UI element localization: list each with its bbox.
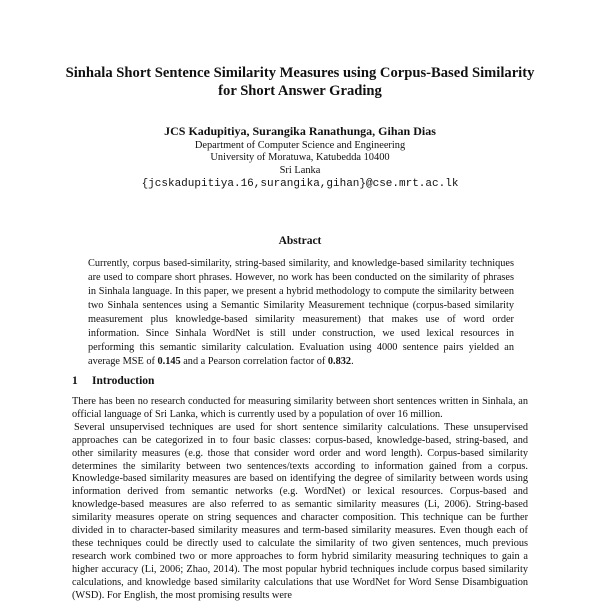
abstract-body (88, 257, 514, 369)
abstract-text-middle: and a Pearson correlation factor of (180, 356, 328, 367)
section-title: Introduction (92, 375, 155, 387)
abstract-text: Currently, corpus based-similarity, string-based similarity, and knowledge-based similarity techniques are used to compare short phrases. However, no work has been conducted on the similarity of phrases in Sinhala language. In this paper, we present a hybrid methodology to compute the similarity between two Sinhala sentences using a Semantic Similarity Measurement technique (corpus-based similarity measurement plus knowledge-based similarity measurement) that makes use of word order information. Since Sinhala WordNet is still under construction, we used lexical resources in performing this semantic similarity calculation. Evaluation using 4000 sentence pairs yielded an average MSE of (88, 258, 514, 367)
section-number: 1 (72, 375, 78, 387)
mse-value: 0.145 (157, 356, 181, 367)
author-list: JCS Kadupitiya, Surangika Ranathunga, Gihan Dias (164, 124, 436, 138)
author-emails: {jcskadupitiya.16,surangika,gihan}@cse.mrt.ac.lk (141, 178, 459, 190)
abstract-text-end: . (351, 356, 354, 367)
paper-title: Sinhala Short Sentence Similarity Measures using Corpus-Based Similarity for Short Answer Grading (65, 65, 535, 99)
pearson-value: 0.832 (327, 356, 352, 367)
abstract-heading: Abstract (278, 235, 322, 247)
university: University of Moratuwa, Katubedda 10400 (210, 152, 390, 163)
section-heading-introduction (72, 374, 154, 388)
intro-paragraph: There has been no research conducted for measuring similarity between short sentences written in Sinhala, an official language of Sri Lanka, which is currently used by a population of over 16 million. (72, 396, 528, 420)
country: Sri Lanka (279, 165, 321, 176)
department: Department of Computer Science and Engineering (194, 140, 406, 151)
introduction-body (72, 396, 528, 603)
intro-paragraph: Several unsupervised techniques are used for short sentence similarity calculations. These unsupervised approaches can be categorized in to four basic classes: corpus-based, knowledge-based, string-based, and other similarity measures (e.g. those that consider word order and word length). Corpus-based similarity determines the similarity between two sentences/texts according to information gained from a corpus. Knowledge-based similarity measures are based on identifying the degree of similarity between words using information derived from semantic networks (e.g. WordNet) or lexical resources. Corpus-based and knowledge-based measures are also referred to as semantic similarity measures (Li, 2006). String-based similarity measures operate on string sequences and character composition. This technique can be further divided in to character-based similarity measures and term-based similarity measures. Even though each of these techniques could be directly used to calculate the similarity of two given sentences, much previous research work combined two or more approaches to form hybrid similarity measuring techniques to gain a higher accuracy (Li, 2006; Zhao, 2014). The most popular hybrid techniques include corpus based similarity calculations, and knowledge based similarity calculations that use WordNet for Word Sense Disambiguation (WSD). For English, the most promising results were (72, 421, 528, 601)
